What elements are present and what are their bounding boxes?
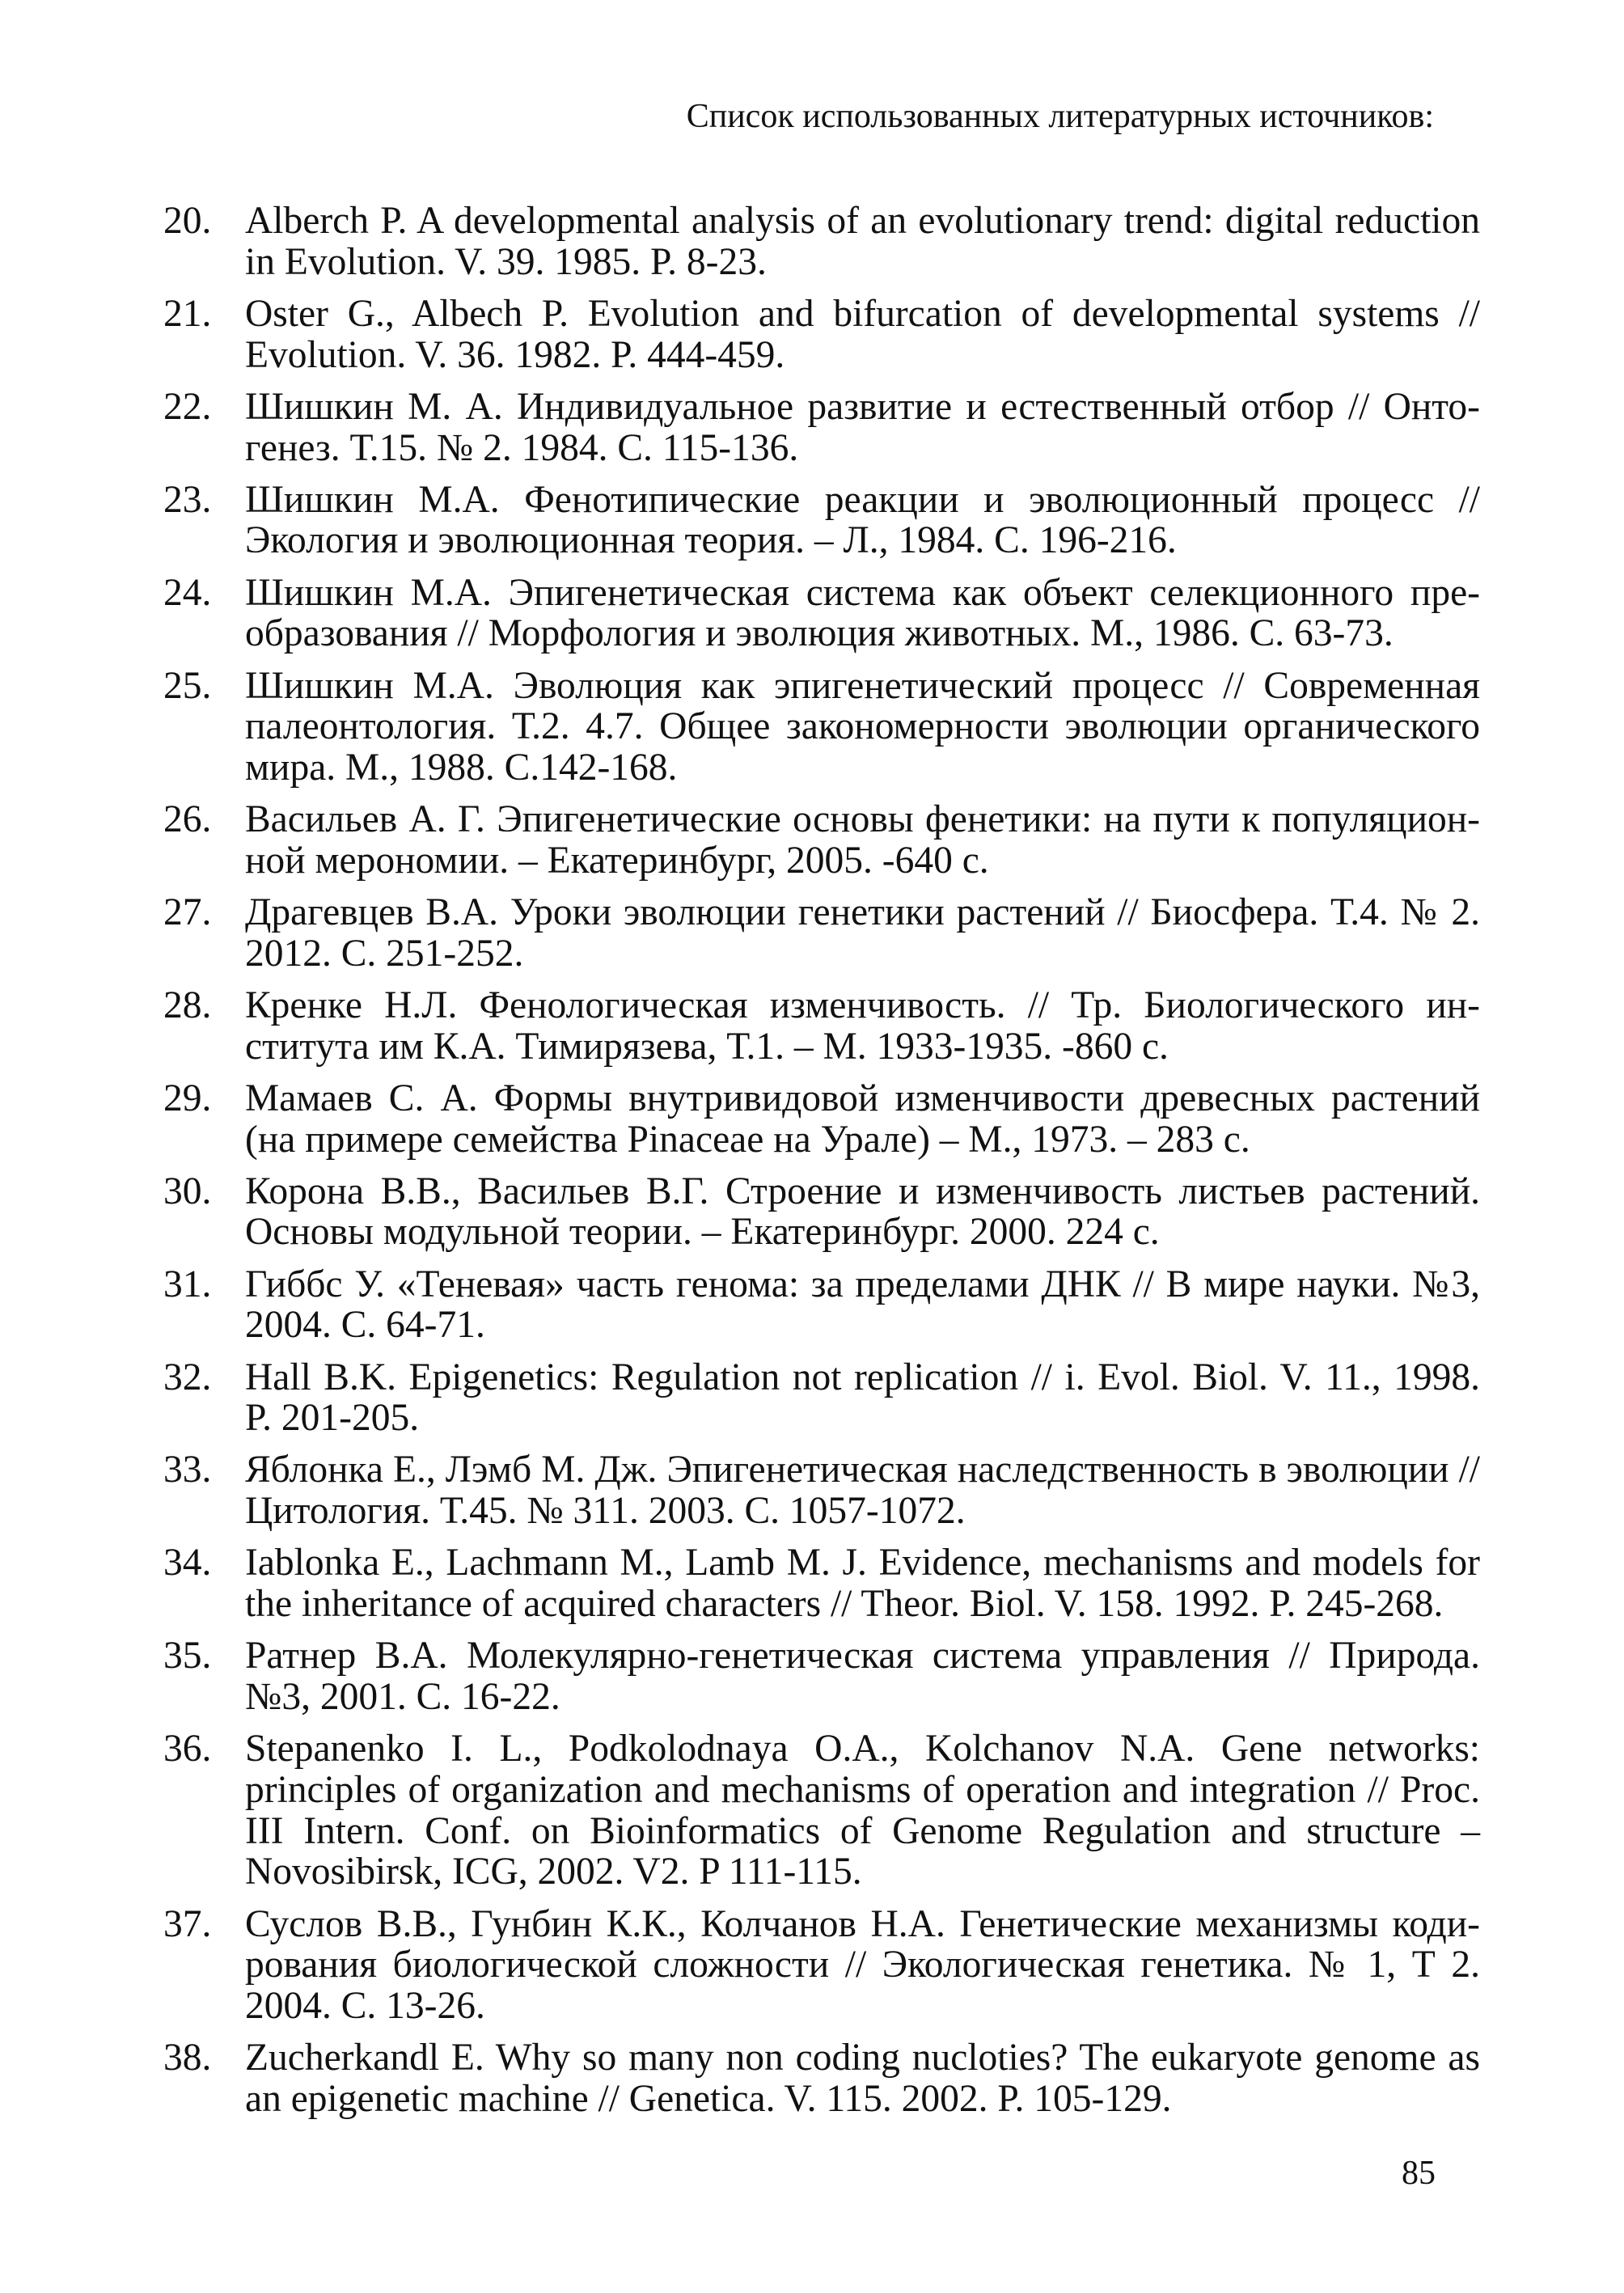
reference-list <box>163 201 1480 2120</box>
reference-number: 26. <box>163 798 212 841</box>
reference-item-34 <box>163 1542 1480 1624</box>
reference-text: Oster G., Albech P. Evolution and bifurcation of developmental systems // Evolution. V. 36. 1982. P. 444-459. <box>245 292 1480 376</box>
reference-item-36 <box>163 1728 1480 1893</box>
reference-item-25 <box>163 666 1480 789</box>
reference-text: Суслов В.В., Гунбин К.К., Колчанов Н.А. Генетические механизмы кодирования биологической сложности // Экологическая генетика. № 1, Т 2. 2004. С. 13-26. <box>245 1902 1480 2027</box>
reference-number: 28. <box>163 984 212 1026</box>
reference-item-32 <box>163 1357 1480 1439</box>
reference-text: Шишкин М.А. Эпигенетическая система как объект селекционного преобразования // Морфология и эволюция животных. М., 1986. С. 63-73. <box>245 571 1480 655</box>
reference-item-27 <box>163 892 1480 974</box>
reference-text: Шишкин М.А. Эволюция как эпигенетический процесс // Современная палеонтология. Т.2. 4.7. Общее закономерности эволюции органического мира. М., 1988. С.142-168. <box>245 664 1480 789</box>
reference-text: Шишкин М. А. Индивидуальное развитие и естественный отбор // Онтогенез. Т.15. № 2. 1984. С. 115-136. <box>245 385 1480 469</box>
reference-number: 29. <box>163 1077 212 1119</box>
reference-number: 23. <box>163 478 212 521</box>
reference-number: 27. <box>163 891 212 934</box>
reference-item-35 <box>163 1635 1480 1717</box>
reference-text: Корона В.В., Васильев В.Г. Строение и изменчивость листьев растений. Основы модульной теории. – Екатеринбург. 2000. 224 с. <box>245 1170 1480 1254</box>
reference-text: Zucherkandl E. Why so many non coding nucloties? The eukaryote genome as an epigenetic machine // Genetica. V. 115. 2002. P. 105-129. <box>245 2037 1480 2120</box>
reference-number: 22. <box>163 385 212 428</box>
reference-item-23 <box>163 480 1480 561</box>
reference-number: 20. <box>163 200 212 242</box>
reference-item-24 <box>163 573 1480 654</box>
reference-item-37 <box>163 1904 1480 2027</box>
reference-item-30 <box>163 1171 1480 1253</box>
reference-text: Шишкин М.А. Фенотипические реакции и эволюционный процесс // Экология и эволюционная теория. – Л., 1984. С. 196-216. <box>245 478 1480 562</box>
reference-item-31 <box>163 1264 1480 1346</box>
reference-item-29 <box>163 1078 1480 1160</box>
reference-text: Stepanenko I. L., Podkolodnaya O.A., Kolchanov N.A. Gene networks: principles of organization and mechanisms of operation and integration // Proc. III Intern. Conf. on Bioinformatics of Genome Regulation and structure – Novosibirsk, ICG, 2002. V2. P 111-115. <box>245 1728 1480 1893</box>
reference-number: 37. <box>163 1902 212 1945</box>
reference-number: 24. <box>163 571 212 614</box>
reference-number: 34. <box>163 1542 212 1584</box>
reference-text: Кренке Н.Л. Фенологическая изменчивость. // Тр. Биологического института им К.А. Тимирязева, Т.1. – М. 1933-1935. -860 с. <box>245 984 1480 1068</box>
reference-text: Гиббс У. «Теневая» часть генома: за пределами ДНК // В мире науки. №3, 2004. С. 64-71. <box>245 1263 1480 1347</box>
reference-number: 38. <box>163 2037 212 2079</box>
reference-number: 36. <box>163 1728 212 1771</box>
reference-item-20 <box>163 201 1480 282</box>
reference-item-33 <box>163 1449 1480 1531</box>
page-number: 85 <box>1402 2155 1436 2192</box>
reference-text: Мамаев С. А. Формы внутривидовой изменчивости древесных растений (на примере семейства Pinaceae на Урале) – М., 1973. – 283 с. <box>245 1077 1480 1161</box>
reference-number: 25. <box>163 664 212 707</box>
reference-number: 31. <box>163 1263 212 1305</box>
reference-text: Драгевцев В.А. Уроки эволюции генетики растений // Биосфера. Т.4. № 2. 2012. С. 251-252. <box>245 891 1480 975</box>
reference-number: 21. <box>163 292 212 335</box>
reference-number: 33. <box>163 1449 212 1491</box>
reference-number: 32. <box>163 1356 212 1398</box>
running-header: Список использованных литературных источников: <box>686 98 1434 135</box>
reference-text: Васильев А. Г. Эпигенетические основы фенетики: на пути к популяционной мерономии. – Екатеринбург, 2005. -640 с. <box>245 798 1480 882</box>
reference-text: Iablonka E., Lachmann M., Lamb M. J. Evidence, mechanisms and models for the inheritance of acquired characters // Theor. Biol. V. 158. 1992. P. 245-268. <box>245 1542 1480 1626</box>
reference-number: 35. <box>163 1635 212 1677</box>
reference-item-38 <box>163 2037 1480 2119</box>
reference-item-22 <box>163 387 1480 468</box>
reference-number: 30. <box>163 1170 212 1212</box>
reference-text: Яблонка Е., Лэмб М. Дж. Эпигенетическая наследственность в эволюции // Цитология. Т.45. № 311. 2003. С. 1057-1072. <box>245 1449 1480 1533</box>
reference-text: Hall B.K. Epigenetics: Regulation not replication // i. Evol. Biol. V. 11., 1998. P. 201-205. <box>245 1356 1480 1440</box>
reference-item-26 <box>163 799 1480 881</box>
reference-item-28 <box>163 985 1480 1067</box>
reference-item-21 <box>163 294 1480 375</box>
reference-text: Ратнер В.А. Молекулярно-генетическая система управления // Природа. №3, 2001. С. 16-22. <box>245 1635 1480 1718</box>
reference-text: Alberch P. A developmental analysis of an evolutionary trend: digital reduction in Evolution. V. 39. 1985. P. 8-23. <box>245 200 1480 283</box>
